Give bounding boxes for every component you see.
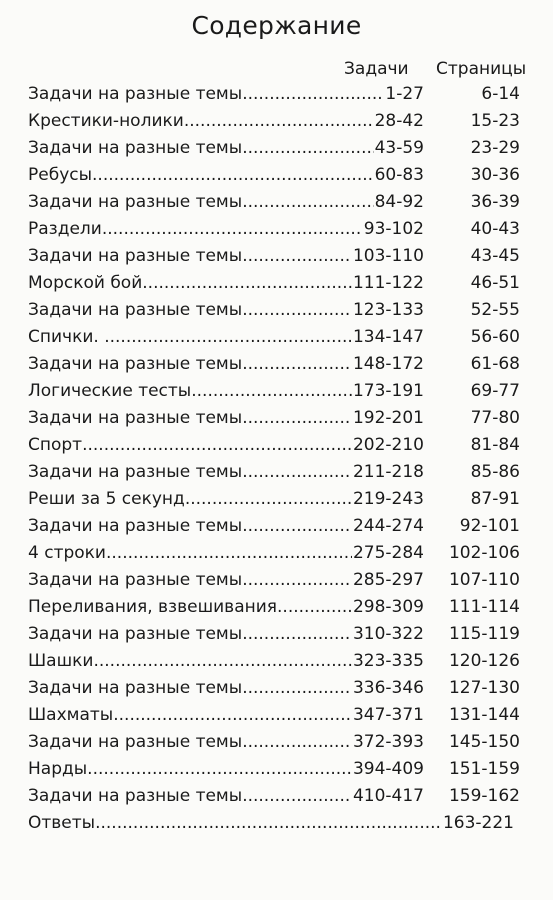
toc-entry bbox=[0, 216, 553, 243]
toc-entry-pages: 92-101 bbox=[459, 516, 520, 536]
toc-entry-pages: 102-106 bbox=[448, 543, 520, 563]
toc-entry-label: Задачи на разные темы bbox=[28, 624, 243, 644]
toc-entry-label: Переливания, взвешивания bbox=[28, 597, 278, 617]
toc-entry-text bbox=[28, 783, 424, 810]
toc-entry-label: Ответы bbox=[28, 813, 96, 833]
toc-entry-label: Шахматы bbox=[28, 705, 114, 725]
toc-entry-tasks: 173-191 bbox=[352, 378, 424, 405]
toc-entry bbox=[0, 810, 553, 837]
toc-entry-pages: 163-221 bbox=[442, 813, 514, 833]
toc-entry bbox=[0, 513, 553, 540]
toc-entry-pages: 115-119 bbox=[448, 624, 520, 644]
toc-entry-text bbox=[28, 486, 424, 513]
toc-entry-pages: 87-91 bbox=[470, 489, 520, 509]
toc-entry bbox=[0, 297, 553, 324]
toc-entry-text bbox=[28, 297, 424, 324]
toc-entry-label: Задачи на разные темы bbox=[28, 300, 243, 320]
toc-entry-tasks: 1-27 bbox=[384, 81, 424, 108]
toc-entry-pages: 36-39 bbox=[470, 192, 520, 212]
toc-entry-text bbox=[28, 810, 442, 837]
toc-entry-pages: 69-77 bbox=[470, 381, 520, 401]
toc-entry-text bbox=[28, 189, 424, 216]
toc-entry-text bbox=[28, 675, 424, 702]
toc-entry bbox=[0, 486, 553, 513]
toc-entry-text bbox=[28, 243, 424, 270]
toc-entry-tasks: 123-133 bbox=[352, 297, 424, 324]
page-title: Содержание bbox=[191, 11, 362, 40]
toc-entry-pages: 52-55 bbox=[470, 300, 520, 320]
toc-entry-pages: 30-36 bbox=[470, 165, 520, 185]
toc-entry-label: Задачи на разные темы bbox=[28, 192, 243, 212]
toc-entry bbox=[0, 378, 553, 405]
toc-entry-pages: 56-60 bbox=[470, 327, 520, 347]
toc-entry-text bbox=[28, 702, 424, 729]
toc-entry-tasks: 134-147 bbox=[352, 324, 424, 351]
toc-entry-text bbox=[28, 513, 424, 540]
toc-entry-label: Задачи на разные темы bbox=[28, 732, 243, 752]
toc-entry-pages: 6-14 bbox=[481, 84, 520, 104]
toc-entry-text bbox=[28, 648, 424, 675]
toc-entry-text bbox=[28, 108, 424, 135]
toc-entry-text bbox=[28, 405, 424, 432]
toc-entry-tasks: 394-409 bbox=[352, 756, 424, 783]
toc-entry-tasks: 244-274 bbox=[352, 513, 424, 540]
toc-entry-label: Задачи на разные темы bbox=[28, 516, 243, 536]
pages-column-header: Страницы bbox=[436, 59, 527, 79]
toc-entry-tasks: 43-59 bbox=[374, 135, 424, 162]
toc-entry-pages: 23-29 bbox=[470, 138, 520, 158]
toc-entry bbox=[0, 270, 553, 297]
toc-entry-tasks: 192-201 bbox=[352, 405, 424, 432]
toc-entry-pages: 151-159 bbox=[448, 759, 520, 779]
tasks-column-header: Задачи bbox=[344, 59, 409, 79]
toc-entry-tasks: 410-417 bbox=[352, 783, 424, 810]
toc-entry-tasks: 285-297 bbox=[352, 567, 424, 594]
toc-entry-label: Крестики-нолики bbox=[28, 111, 184, 131]
toc-entry-label: Задачи на разные темы bbox=[28, 462, 243, 482]
toc-entry bbox=[0, 81, 553, 108]
toc-entry-tasks: 219-243 bbox=[352, 486, 424, 513]
toc-entry-label: Нарды bbox=[28, 759, 88, 779]
toc-entry-tasks: 84-92 bbox=[374, 189, 424, 216]
toc-entry-pages: 46-51 bbox=[470, 273, 520, 293]
toc-entry-text bbox=[28, 594, 424, 621]
toc-entry-label: Спички. bbox=[28, 327, 105, 347]
toc-entry-tasks: 372-393 bbox=[352, 729, 424, 756]
toc-entry-pages: 40-43 bbox=[470, 219, 520, 239]
toc-entry bbox=[0, 189, 553, 216]
toc-entry-tasks: 310-322 bbox=[352, 621, 424, 648]
toc-entry-pages: 131-144 bbox=[448, 705, 520, 725]
toc-entry-tasks: 211-218 bbox=[352, 459, 424, 486]
toc-entry bbox=[0, 594, 553, 621]
toc-entry bbox=[0, 135, 553, 162]
toc-entry-tasks: 111-122 bbox=[352, 270, 424, 297]
toc-entry-text bbox=[28, 324, 424, 351]
toc-entry bbox=[0, 621, 553, 648]
toc-entry bbox=[0, 243, 553, 270]
toc-entry-pages: 127-130 bbox=[448, 678, 520, 698]
toc-entry bbox=[0, 108, 553, 135]
toc-entry bbox=[0, 648, 553, 675]
toc-entry-tasks: 60-83 bbox=[374, 162, 424, 189]
toc-entry-tasks: 275-284 bbox=[352, 540, 424, 567]
toc-entry-pages: 77-80 bbox=[470, 408, 520, 428]
toc-entry-text bbox=[28, 162, 424, 189]
toc-entry bbox=[0, 162, 553, 189]
toc-entry-pages: 107-110 bbox=[448, 570, 520, 590]
toc-entry-text bbox=[28, 216, 424, 243]
toc-entry bbox=[0, 351, 553, 378]
toc-entry bbox=[0, 702, 553, 729]
toc-entry-label: Спорт bbox=[28, 435, 83, 455]
toc-entry-label: Ребусы bbox=[28, 165, 93, 185]
toc-entry-label: Задачи на разные темы bbox=[28, 408, 243, 428]
toc-entry-text bbox=[28, 459, 424, 486]
toc-entry-tasks: 323-335 bbox=[352, 648, 424, 675]
toc-entry-pages: 15-23 bbox=[470, 111, 520, 131]
toc-entry-tasks: 347-371 bbox=[352, 702, 424, 729]
toc-entry-label: Задачи на разные темы bbox=[28, 84, 243, 104]
toc-entry-pages: 111-114 bbox=[448, 597, 520, 617]
toc-entry bbox=[0, 729, 553, 756]
toc-entry-text bbox=[28, 540, 424, 567]
toc-entry bbox=[0, 675, 553, 702]
toc-entry bbox=[0, 540, 553, 567]
toc-entry-label: Шашки bbox=[28, 651, 94, 671]
toc-entry-label: Логические тесты bbox=[28, 381, 192, 401]
toc-entry-pages: 61-68 bbox=[470, 354, 520, 374]
toc-entry-text bbox=[28, 135, 424, 162]
toc-entry-text bbox=[28, 270, 424, 297]
toc-entry-label: Задачи на разные темы bbox=[28, 678, 243, 698]
toc-entry-label: Задачи на разные темы bbox=[28, 354, 243, 374]
toc-entry-label: Реши за 5 секунд bbox=[28, 489, 185, 509]
toc-entry bbox=[0, 432, 553, 459]
toc-entry-label: Задачи на разные темы bbox=[28, 138, 243, 158]
toc-entry-text bbox=[28, 432, 424, 459]
toc-entry-tasks: 103-110 bbox=[352, 243, 424, 270]
toc-entry-text bbox=[28, 567, 424, 594]
toc-entry-text bbox=[28, 81, 424, 108]
toc-entry-label: 4 строки bbox=[28, 543, 106, 563]
toc-entry-tasks: 298-309 bbox=[352, 594, 424, 621]
table-of-contents bbox=[0, 81, 553, 837]
toc-entry-label: Морской бой bbox=[28, 273, 143, 293]
toc-entry-text bbox=[28, 351, 424, 378]
toc-entry-tasks: 28-42 bbox=[374, 108, 424, 135]
toc-entry-text bbox=[28, 378, 424, 405]
toc-entry-pages: 145-150 bbox=[448, 732, 520, 752]
toc-entry-pages: 120-126 bbox=[448, 651, 520, 671]
toc-entry-pages: 159-162 bbox=[448, 786, 520, 806]
toc-entry-tasks: 202-210 bbox=[352, 432, 424, 459]
toc-entry-pages: 43-45 bbox=[470, 246, 520, 266]
toc-entry bbox=[0, 783, 553, 810]
toc-entry bbox=[0, 405, 553, 432]
toc-entry-label: Задачи на разные темы bbox=[28, 570, 243, 590]
toc-entry-label: Задачи на разные темы bbox=[28, 246, 243, 266]
toc-entry bbox=[0, 459, 553, 486]
toc-entry-tasks: 336-346 bbox=[352, 675, 424, 702]
toc-entry bbox=[0, 567, 553, 594]
toc-entry bbox=[0, 324, 553, 351]
toc-entry bbox=[0, 756, 553, 783]
toc-entry-text bbox=[28, 729, 424, 756]
toc-entry-label: Раздели bbox=[28, 219, 102, 239]
toc-entry-text bbox=[28, 756, 424, 783]
toc-entry-text bbox=[28, 621, 424, 648]
toc-entry-tasks: 148-172 bbox=[352, 351, 424, 378]
toc-entry-pages: 85-86 bbox=[470, 462, 520, 482]
toc-entry-tasks: 93-102 bbox=[363, 216, 424, 243]
toc-entry-label: Задачи на разные темы bbox=[28, 786, 243, 806]
toc-entry-pages: 81-84 bbox=[470, 435, 520, 455]
